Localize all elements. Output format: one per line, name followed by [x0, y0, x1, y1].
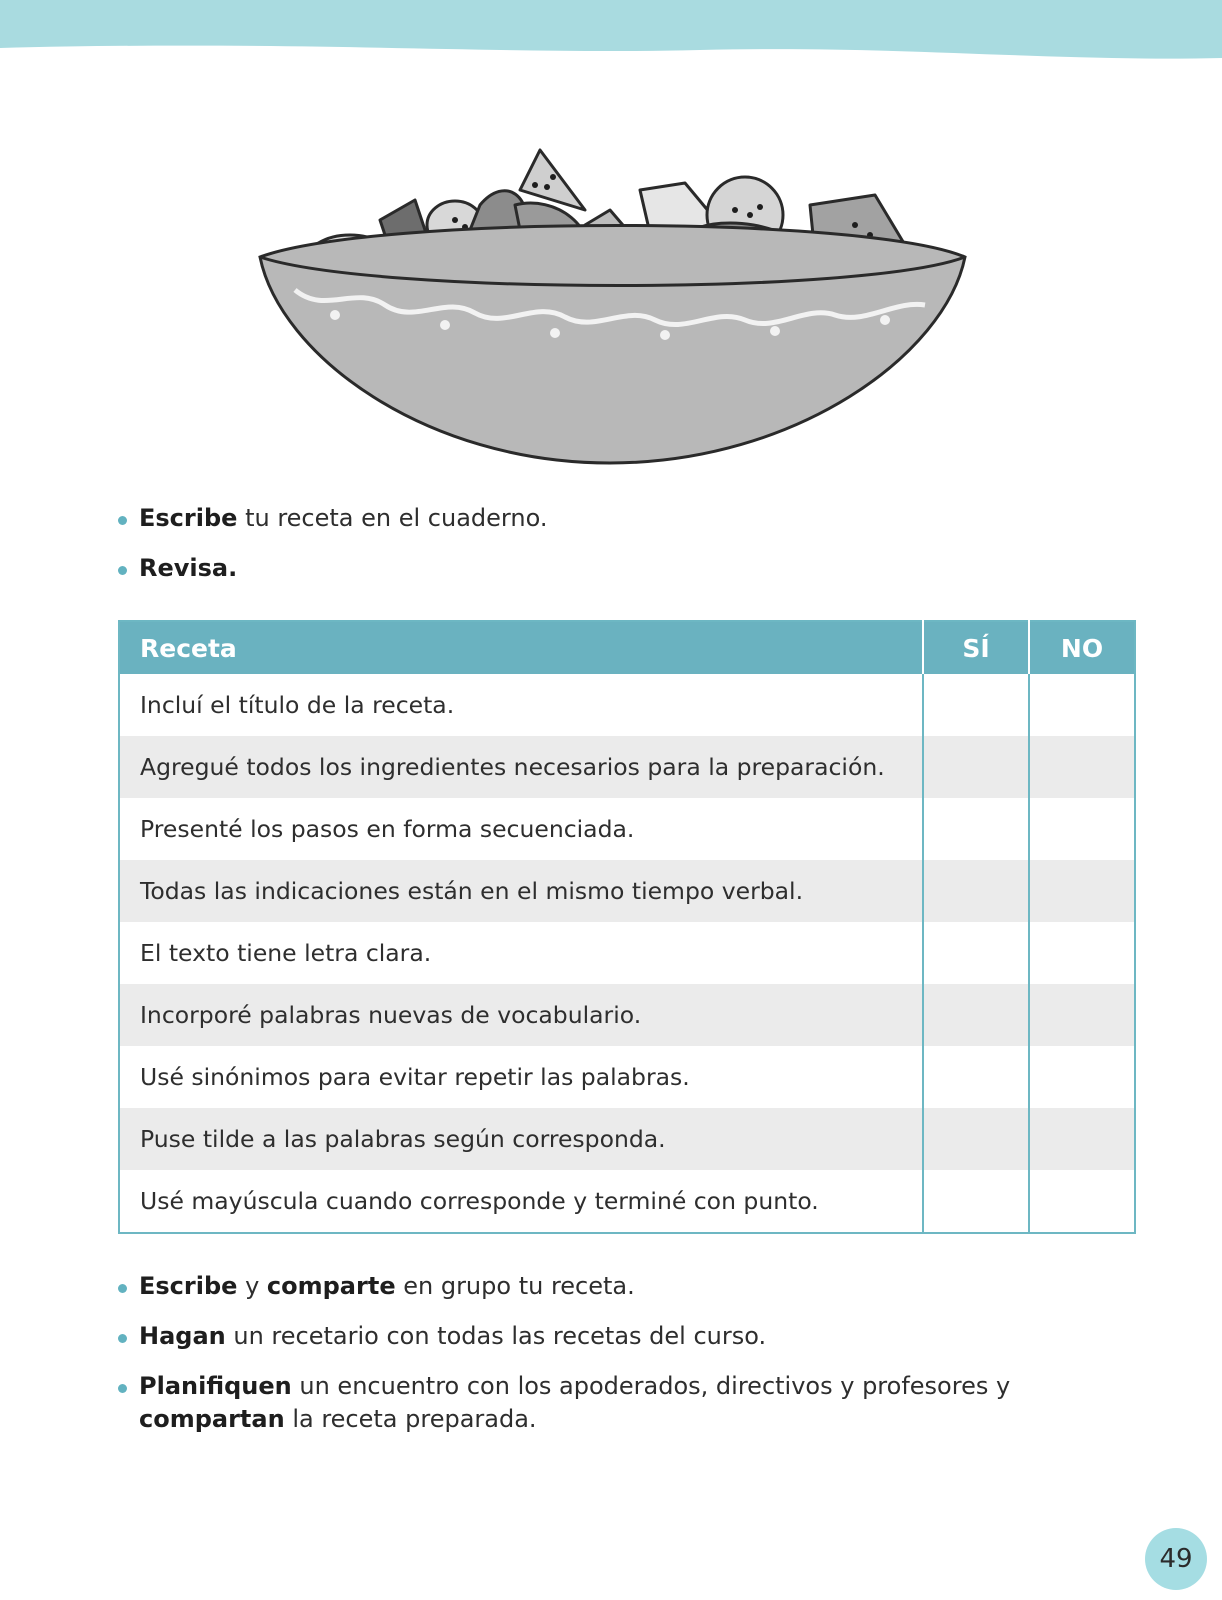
table-row [119, 798, 1135, 860]
no-check-cell[interactable] [1029, 922, 1135, 984]
instruction-item: Planifiquen un encuentro con los apoderados, directivos y profesores y compartan la receta preparada. [118, 1370, 1019, 1436]
instructions-bottom [118, 1270, 1019, 1453]
criterion-text: Usé sinónimos para evitar repetir las palabras. [140, 1063, 690, 1091]
no-check-cell[interactable] [1029, 1170, 1135, 1233]
no-check-cell[interactable] [1029, 1046, 1135, 1108]
no-check-cell[interactable] [1029, 674, 1135, 736]
column-header-receta: Receta [119, 621, 923, 674]
table-row [119, 1108, 1135, 1170]
criterion-text: Incorporé palabras nuevas de vocabulario. [119, 984, 923, 1046]
yes-check-cell[interactable] [923, 984, 1029, 1046]
yes-check-cell[interactable] [923, 922, 1029, 984]
column-header-no: NO [1029, 621, 1135, 674]
criterion-text: Incluí el título de la receta. [140, 691, 455, 719]
table-row [119, 860, 1135, 922]
no-check-cell[interactable] [1029, 860, 1135, 922]
instruction-item: Revisa. [118, 552, 547, 585]
criterion-text: El texto tiene letra clara. [140, 939, 432, 967]
criterion-text: Todas las indicaciones están en el mismo tiempo verbal. [119, 860, 923, 922]
yes-check-cell[interactable] [923, 798, 1029, 860]
table-row [119, 922, 1135, 984]
instruction-item: Escribe y comparte en grupo tu receta. [118, 1270, 1019, 1303]
column-header-si: SÍ [923, 621, 1029, 674]
yes-check-cell[interactable] [923, 674, 1029, 736]
table-row [119, 674, 1135, 736]
top-decorative-band [0, 0, 1222, 70]
instruction-item: Escribe tu receta en el cuaderno. [118, 502, 547, 535]
no-check-cell[interactable] [1029, 1108, 1135, 1170]
yes-check-cell[interactable] [923, 860, 1029, 922]
yes-check-cell[interactable] [923, 1046, 1029, 1108]
page-number-badge: 49 [1145, 1528, 1207, 1590]
no-check-cell[interactable] [1029, 736, 1135, 798]
no-check-cell[interactable] [1029, 798, 1135, 860]
criterion-text: Agregué todos los ingredientes necesarios para la preparación. [119, 736, 923, 798]
no-check-cell[interactable] [1029, 984, 1135, 1046]
criterion-text: Puse tilde a las palabras según corresponda. [119, 1108, 923, 1170]
table-row [119, 1170, 1135, 1233]
instruction-item: Hagan un recetario con todas las recetas del curso. [118, 1320, 1019, 1353]
instructions-top [118, 502, 547, 602]
criterion-text: Usé mayúscula cuando corresponde y terminé con punto. [140, 1187, 819, 1215]
recipe-checklist-table [118, 620, 1136, 1234]
table-header-row [119, 621, 1135, 674]
table-row [119, 736, 1135, 798]
table-row [119, 1046, 1135, 1108]
yes-check-cell[interactable] [923, 1170, 1029, 1233]
yes-check-cell[interactable] [923, 1108, 1029, 1170]
fruit-salad-bowl-icon [255, 145, 985, 480]
table-row [119, 984, 1135, 1046]
yes-check-cell[interactable] [923, 736, 1029, 798]
criterion-text: Presenté los pasos en forma secuenciada. [140, 815, 635, 843]
